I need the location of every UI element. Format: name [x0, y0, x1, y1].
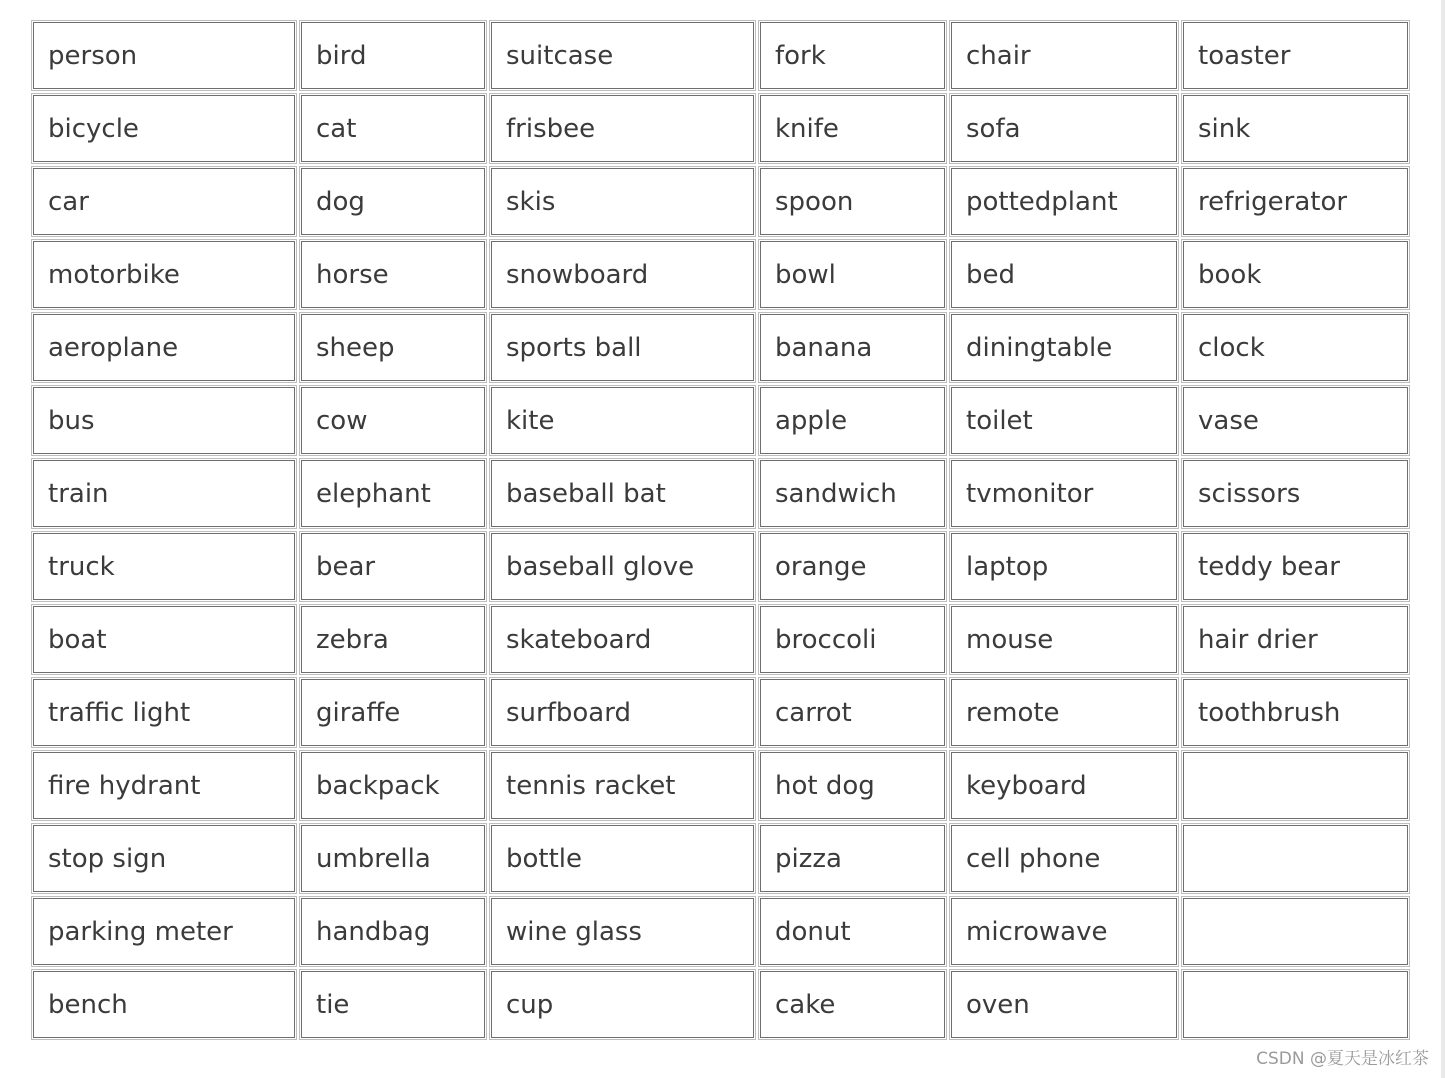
table-cell: bear: [299, 531, 487, 602]
table-cell: pizza: [758, 823, 947, 894]
table-cell: car: [31, 166, 297, 237]
watermark: CSDN @夏天是冰红茶: [1256, 1049, 1429, 1069]
table-cell: baseball glove: [489, 531, 756, 602]
table-cell: umbrella: [299, 823, 487, 894]
table-cell: orange: [758, 531, 947, 602]
table-cell: remote: [949, 677, 1179, 748]
table-cell: cake: [758, 969, 947, 1040]
table-cell: suitcase: [489, 20, 756, 91]
table-cell: cup: [489, 969, 756, 1040]
table-cell: keyboard: [949, 750, 1179, 821]
table-cell: snowboard: [489, 239, 756, 310]
table-cell: tie: [299, 969, 487, 1040]
table-cell: clock: [1181, 312, 1410, 383]
table-cell: carrot: [758, 677, 947, 748]
table-cell: tennis racket: [489, 750, 756, 821]
table-cell: boat: [31, 604, 297, 675]
table-cell: aeroplane: [31, 312, 297, 383]
table-cell: sofa: [949, 93, 1179, 164]
table-cell: handbag: [299, 896, 487, 967]
table-cell: skis: [489, 166, 756, 237]
table-cell: spoon: [758, 166, 947, 237]
table-cell: donut: [758, 896, 947, 967]
table-cell: surfboard: [489, 677, 756, 748]
table-cell: apple: [758, 385, 947, 456]
table-cell: baseball bat: [489, 458, 756, 529]
class-name-table: [30, 19, 1411, 1041]
table-cell: truck: [31, 531, 297, 602]
table-cell: diningtable: [949, 312, 1179, 383]
table-cell: kite: [489, 385, 756, 456]
table-cell: bowl: [758, 239, 947, 310]
table-cell: laptop: [949, 531, 1179, 602]
table-cell: hair drier: [1181, 604, 1410, 675]
table-cell: giraffe: [299, 677, 487, 748]
table-cell: chair: [949, 20, 1179, 91]
table-cell: dog: [299, 166, 487, 237]
table-cell: [1181, 823, 1410, 894]
table-cell: motorbike: [31, 239, 297, 310]
table-cell: oven: [949, 969, 1179, 1040]
table-cell: [1181, 750, 1410, 821]
table-cell: fire hydrant: [31, 750, 297, 821]
table-cell: person: [31, 20, 297, 91]
table-cell: parking meter: [31, 896, 297, 967]
table-cell: [1181, 896, 1410, 967]
table-cell: frisbee: [489, 93, 756, 164]
table-cell: cow: [299, 385, 487, 456]
table-cell: sink: [1181, 93, 1410, 164]
table-cell: stop sign: [31, 823, 297, 894]
table-cell: skateboard: [489, 604, 756, 675]
table-cell: tvmonitor: [949, 458, 1179, 529]
table-cell: banana: [758, 312, 947, 383]
table-cell: backpack: [299, 750, 487, 821]
table-cell: bench: [31, 969, 297, 1040]
table-cell: fork: [758, 20, 947, 91]
table-cell: traffic light: [31, 677, 297, 748]
table-cell: cell phone: [949, 823, 1179, 894]
table-cell: bird: [299, 20, 487, 91]
table-cell: toothbrush: [1181, 677, 1410, 748]
table-cell: [1181, 969, 1410, 1040]
table-cell: elephant: [299, 458, 487, 529]
table-cell: sports ball: [489, 312, 756, 383]
table-cell: pottedplant: [949, 166, 1179, 237]
table-cell: wine glass: [489, 896, 756, 967]
table-cell: toaster: [1181, 20, 1410, 91]
table-cell: teddy bear: [1181, 531, 1410, 602]
table-cell: sandwich: [758, 458, 947, 529]
table-cell: mouse: [949, 604, 1179, 675]
table-cell: sheep: [299, 312, 487, 383]
table-cell: scissors: [1181, 458, 1410, 529]
table-cell: zebra: [299, 604, 487, 675]
table-cell: toilet: [949, 385, 1179, 456]
table-cell: vase: [1181, 385, 1410, 456]
table-cell: cat: [299, 93, 487, 164]
table-cell: book: [1181, 239, 1410, 310]
table-cell: bus: [31, 385, 297, 456]
scrollbar[interactable]: [1441, 0, 1445, 1078]
table-cell: knife: [758, 93, 947, 164]
table-cell: broccoli: [758, 604, 947, 675]
table-cell: bed: [949, 239, 1179, 310]
table-cell: refrigerator: [1181, 166, 1410, 237]
table-cell: bottle: [489, 823, 756, 894]
table-cell: bicycle: [31, 93, 297, 164]
table-cell: hot dog: [758, 750, 947, 821]
table-cell: microwave: [949, 896, 1179, 967]
table-cell: horse: [299, 239, 487, 310]
table-cell: train: [31, 458, 297, 529]
